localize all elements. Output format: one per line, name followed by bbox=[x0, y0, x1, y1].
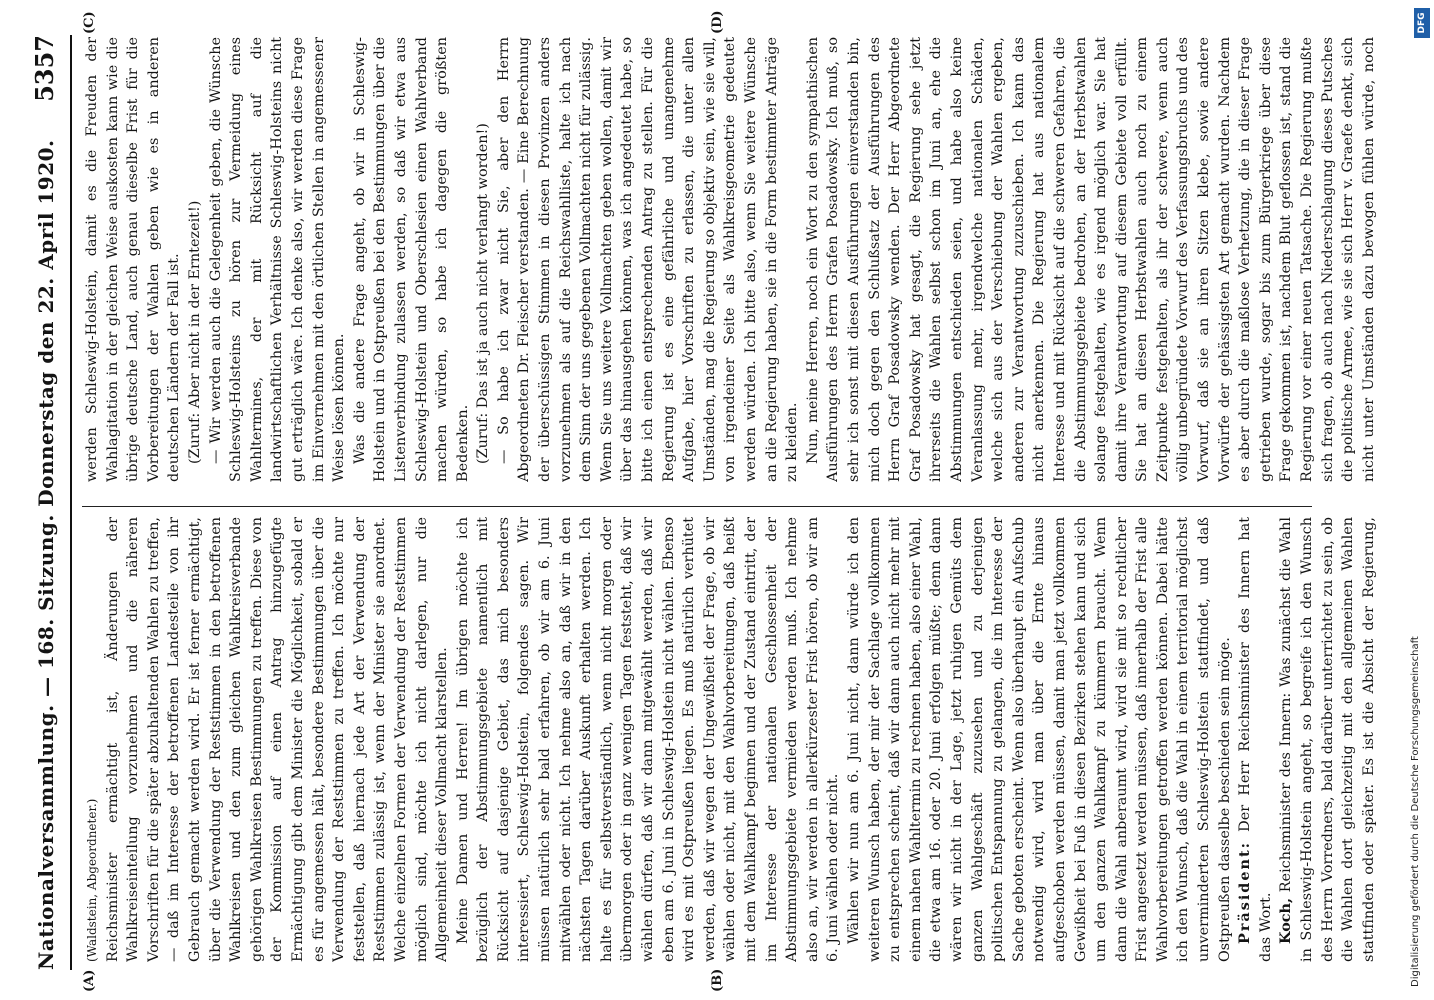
left-paragraph: Wählen wir nun am 6. Juni nicht, dann würde ich den weiteren Wunsch haben, der mir der Sachlage vollkommen zu entsprechen scheint, daß wir dann auch nicht mehr mit einem nahen Wahltermin zu rechnen haben, also einer Wahl, die etwa am 16. oder 20. Juni erfolgen müßte; denn dann wären wir nicht in der Lage, jetzt ruhigen Gemüts dem ganzen Wahlgeschäft zuzusehen und zu derjenigen politischen Entspannung zu gelangen, die im Interesse der Sache geboten erscheint. Wenn also überhaupt ein Aufschub notwendig wird, wird man über die Ernte hinaus aufgeschoben werden müssen, damit man jetzt vollkommen Gewißheit bei Fuß in diesen Bezirken stehen kann und sich um den ganzen Wahlkampf zu kümmern braucht. Wenn dann die Wahl anberaumt wird, wird sie mit so rechtlicher Frist angesetzt werden müssen, daß innerhalb der Frist alle Wahlvorbereitungen getroffen werden können. Dabei hätte ich den Wunsch, daß die Wahl in einem territorial möglichst unverminderten Schleswig-Holstein stattfindet, und daß Ostpreußen dasselbe beschieden sein möge. bbox=[845, 517, 1233, 962]
right-paragraph: — So habe ich zwar nicht Sie, aber den Herrn Abgeordneten Dr. Fleischer verstanden. — Eine Berechnung der überschüssigen Stimmen in diesen Provinzen anders vorzunehmen als auf die Reichswahlliste, halte ich nach dem Sinn der uns gegebenen Vollmachten nicht für zulässig. Wenn Sie uns weitere Vollmachten geben wollen, damit wir über das hinausgehen können, was ich angedeutet habe, so bitte ich einen entsprechenden Antrag zu stellen. Für die Regierung ist es eine gefährliche und unangenehme Aufgabe, hier Vorschriften zu erlassen, die unter allen Umständen, mag die Regierung so objektiv sein, wie sie will, von irgendeiner Seite als Wahlkreisgeometrie gedeutet werden würden. Ich bitte also, wenn Sie weitere Wünsche an die Regierung haben, sie in die Form bestimmter Anträge zu kleiden. bbox=[495, 37, 801, 482]
koch-text: Was zunächst die Wahl in Schleswig-Holstein angeht, so begreife ich den Wunsch des Herrn Vorredners, bald darüber unterrichtet zu sein, ob die Wahlen dort gleichzeitig mit den allgemeinen Wahlen stattfinden oder später. Es ist die Absicht der Regierung, bbox=[1278, 517, 1377, 962]
right-paragraph: Nun, meine Herren, noch ein Wort zu den sympathischen Ausführungen des Herrn Grafen Posadowsky. Ich muß, so sehr ich sonst mit diesen Ausführungen einverstanden bin, mich doch gegen den Schlußsatz der Ausführungen des Herrn Graf Posadowsky wenden. Der Herr Abgeordnete Graf Posadowsky hat gesagt, die Regierung sehe jetzt ihrerseits die Wahlen selbst schon im Juni an, ehe die Abstimmungen entschieden seien, und habe also keine Veranlassung mehr, irgendwelche nationalen Schäden, welche sich aus der Verschiebung der Wahlen ergeben, anderen zur Verantwortung zuzuschieben. Ich kann das nicht anerkennen. Die Regierung hat aus nationalem Interesse und mit Rücksicht auf die schweren Gefahren, die die Abstimmungsgebiete bedrohen, an der Herbstwahlen solange festgehalten, wie es irgend möglich war. Sie hat damit ihre Verantwortung auf diesem Gebiete voll erfüllt. Sie hat an diesen Herbstwahlen auch noch zu einem Zeitpunkte festgehalten, als ihr der schwere, wenn auch völlig unbegründete Vorwurf des Verfassungsbruchs und des Vorwurf, daß sie an ihren Sitzen klebe, sowie andere Vorwürfe der gehässigsten Art gemacht wurden. Nachdem es aber durch die maßlose Verhetzung, die in dieser Frage getrieben wurde, sogar bis zum Bürgerkriege über diese Frage gekommen ist, nachdem Blut geflossen ist, stand die Regierung vor einer neuen Tatsache. Die Regierung mußte sich fragen, ob auch nach Niederschlagung dieses Putsches die politische Armee, wie sie sich Herr v. Graefe denkt, sich nicht unter Umständen dazu bewogen fühlen würde, noch bbox=[804, 37, 1377, 482]
column-divider bbox=[82, 506, 1312, 507]
president-statement bbox=[1235, 517, 1276, 962]
page-header bbox=[28, 35, 70, 970]
interjection: (Zuruf: Das ist ja auch nicht verlangt worden!) bbox=[475, 123, 492, 464]
right-paragraph: Was die andere Frage angeht, ob wir in Schleswig-Holstein und in Ostpreußen bei den Bestimmungen über die Listenverbindung zulassen werden, so daß wir etwa aus Schleswig-Holstein und Oberschlesien einen Wahlverband machen würden, so habe ich dagegen die größten Bedenken. bbox=[351, 37, 471, 482]
left-paragraph: Reichsminister ermächtigt ist, Änderungen der Wahlkreiseinteilung vorzunehmen und die näheren Vorschriften für die später abzuhaltenden Wahlen zu treffen, — daß im Interesse der betroffenen Landesteile von ihr Gebrauch gemacht werden wird. Er ist ferner ermächtigt, über die Verwendung der Reststimmen in den betroffenen Wahlkreisen und den zum gleichen Wahlkreisverbande gehörigen Wahlkreisen Bestimmungen zu treffen. Diese von der Kommission auf einen Antrag hinzugefügte Ermächtigung gibt dem Minister die Möglichkeit, sobald er es für angemessen hält, besondere Bestimmungen über die Verwendung der Reststimmen zu treffen. Ich möchte nur feststellen, daß hiernach jede Art der Verwendung der Reststimmen zulässig ist, wenn der Minister sie anordnet. Welche einzelnen Formen der Verwendung der Reststimmen möglich sind, möchte ich nicht darlegen, nur die Allgemeinheit dieser Vollmacht klarstellen. bbox=[104, 517, 451, 962]
digitization-credit bbox=[1410, 7, 1426, 987]
margin-marker-a: (A) bbox=[82, 969, 97, 992]
left-column bbox=[82, 517, 1382, 962]
left-paragraph: Meine Damen und Herren! Im übrigen möchte ich bezüglich der Abstimmungsgebiete namentlich mit Rücksicht auf dasjenige Gebiet, das mich besonders interessiert, Schleswig-Holstein, folgendes sagen. Wir müssen natürlich sehr bald erfahren, ob wir am 6. Juni mitwählen oder nicht. Ich nehme also an, daß wir in den nächsten Tagen darüber Auskunft erhalten werden. Ich halte es für selbstverständlich, wenn nicht morgen oder übermorgen oder in ganz wenigen Tagen feststeht, daß wir wählen dürfen, daß wir dann mitgewählt werden, daß wir eben am 6. Juni in Schleswig-Holstein nicht wählen. Ebenso wird es mit Ostpreußen liegen. Es muß natürlich verhütet werden, daß wir wegen der Ungewißheit der Frage, ob wir wählen oder nicht, mit den Wahlvorbereitungen, daß heißt mit dem Wahlkampf beginnen und der Zustand eintritt, der im Interesse der nationalen Geschlossenheit der Abstimmungsgebiete vermieden werden muß. Ich nehme also an, wir werden in allerkürzester Frist hören, ob wir am 6. Juni wählen oder nicht. bbox=[454, 517, 842, 962]
koch-role: Reichsminister des Innern: bbox=[1278, 692, 1295, 893]
digitization-credit-text: Digitalisierung gefördert durch die Deutsche Forschungsgemeinschaft bbox=[1410, 636, 1421, 987]
interjection: (Zuruf: Aber nicht in der Erntezeit!) bbox=[186, 200, 203, 464]
koch-statement bbox=[1276, 517, 1382, 962]
right-column bbox=[82, 37, 1382, 482]
margin-marker-b: (B) bbox=[710, 968, 725, 992]
dfg-logo: DFG bbox=[1414, 8, 1430, 38]
rotated-document-page bbox=[20, 0, 1410, 1000]
right-paragraph: werden Schleswig-Holstein, damit es die Freuden der Wahlagitation in der gleichen Weise auskosten kann wie die übrige deutsche Land, auch genau dieselbe Frist für die Vorbereitungen der Wahlen geben wie es in anderen deutschen Ländern der Fall ist. bbox=[84, 37, 183, 482]
header-rule bbox=[70, 35, 72, 970]
margin-marker-d: (D) bbox=[710, 10, 725, 34]
president-text: Der Herr Reichsminister des Innern hat das Wort. bbox=[1237, 517, 1274, 962]
right-paragraph: — Wir werden auch die Gelegenheit geben, die Wünsche Schleswig-Holsteins zu hören zur Vermeidung eines Wahltermines, der mit Rücksicht auf die landwirtschaftlichen Verhältnisse Schleswig-Holsteins nicht gut erträglich wäre. Ich denke also, wir werden diese Frage im Einvernehmen mit den örtlichen Stellen in angemessener Weise lösen können. bbox=[207, 37, 348, 482]
margin-marker-c: (C) bbox=[82, 11, 97, 34]
speaker-tag: (Waldstein, Abgeordneter.) bbox=[85, 798, 99, 962]
running-title: Nationalversammlung. — 168. Sitzung. Donnerstag den 22. April 1920. bbox=[34, 139, 58, 970]
president-label: Präsident: bbox=[1236, 841, 1254, 944]
page-number: 5357 bbox=[30, 35, 59, 102]
koch-label: Koch, bbox=[1277, 897, 1295, 944]
